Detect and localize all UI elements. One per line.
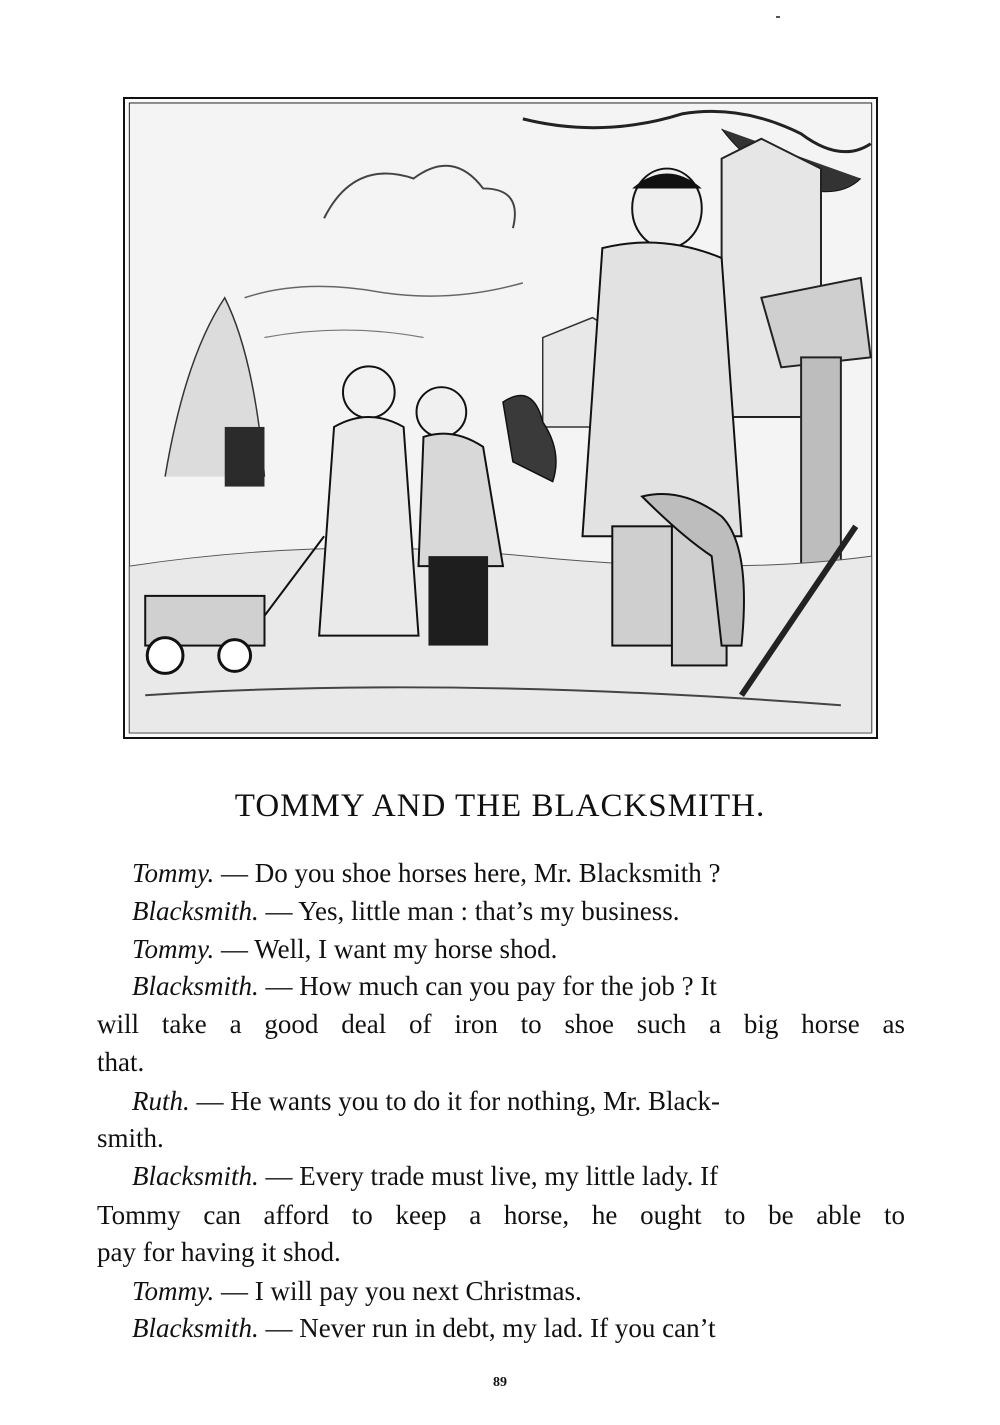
speaker-name: Tommy.: [132, 934, 215, 964]
text-line-10: Tommy can afford to keep a horse, he ought to be able to: [97, 1200, 905, 1230]
speaker-name: Blacksmith.: [132, 1161, 259, 1191]
text-line-6: that.: [97, 1047, 145, 1077]
text-line-5: will take a good deal of iron to shoe such a big horse as: [97, 1009, 905, 1039]
text-line-4: [97, 968, 940, 1005]
speaker-name: Blacksmith.: [132, 971, 259, 1001]
speaker-name: Blacksmith.: [132, 1313, 259, 1343]
speaker-name: Tommy.: [132, 858, 215, 888]
page-speck: [776, 16, 780, 18]
text-line-1: [97, 855, 940, 892]
speaker-name: Blacksmith.: [132, 896, 259, 926]
speaker-name: Ruth.: [132, 1086, 190, 1116]
engraving-illustration: [123, 97, 878, 739]
page-title: TOMMY AND THE BLACKSMITH.: [234, 788, 766, 824]
line-text: — Every trade must live, my little lady. If: [258, 1161, 719, 1191]
text-line-12: [97, 1273, 940, 1310]
text-line-2: [97, 893, 940, 930]
text-line-7: [97, 1083, 940, 1120]
speaker-name: Tommy.: [132, 1276, 215, 1306]
line-text: — Well, I want my horse shod.: [214, 934, 558, 964]
text-line-13: [97, 1310, 940, 1347]
line-text: — Yes, little man : that’s my business.: [258, 896, 680, 926]
illustration-drawing: [125, 99, 876, 737]
text-line-11: pay for having it shod.: [97, 1237, 341, 1267]
line-text: — He wants you to do it for nothing, Mr. Black-: [189, 1086, 720, 1116]
text-line-9: [97, 1158, 940, 1195]
line-text: — Do you shoe horses here, Mr. Blacksmith ?: [214, 858, 721, 888]
text-line-8: smith.: [97, 1123, 164, 1153]
line-text: — I will pay you next Christmas.: [214, 1276, 582, 1306]
line-text: — How much can you pay for the job ? It: [258, 971, 717, 1001]
page-number: 89: [493, 1375, 507, 1390]
text-line-3: [97, 931, 940, 968]
line-text: — Never run in debt, my lad. If you can’t: [258, 1313, 716, 1343]
